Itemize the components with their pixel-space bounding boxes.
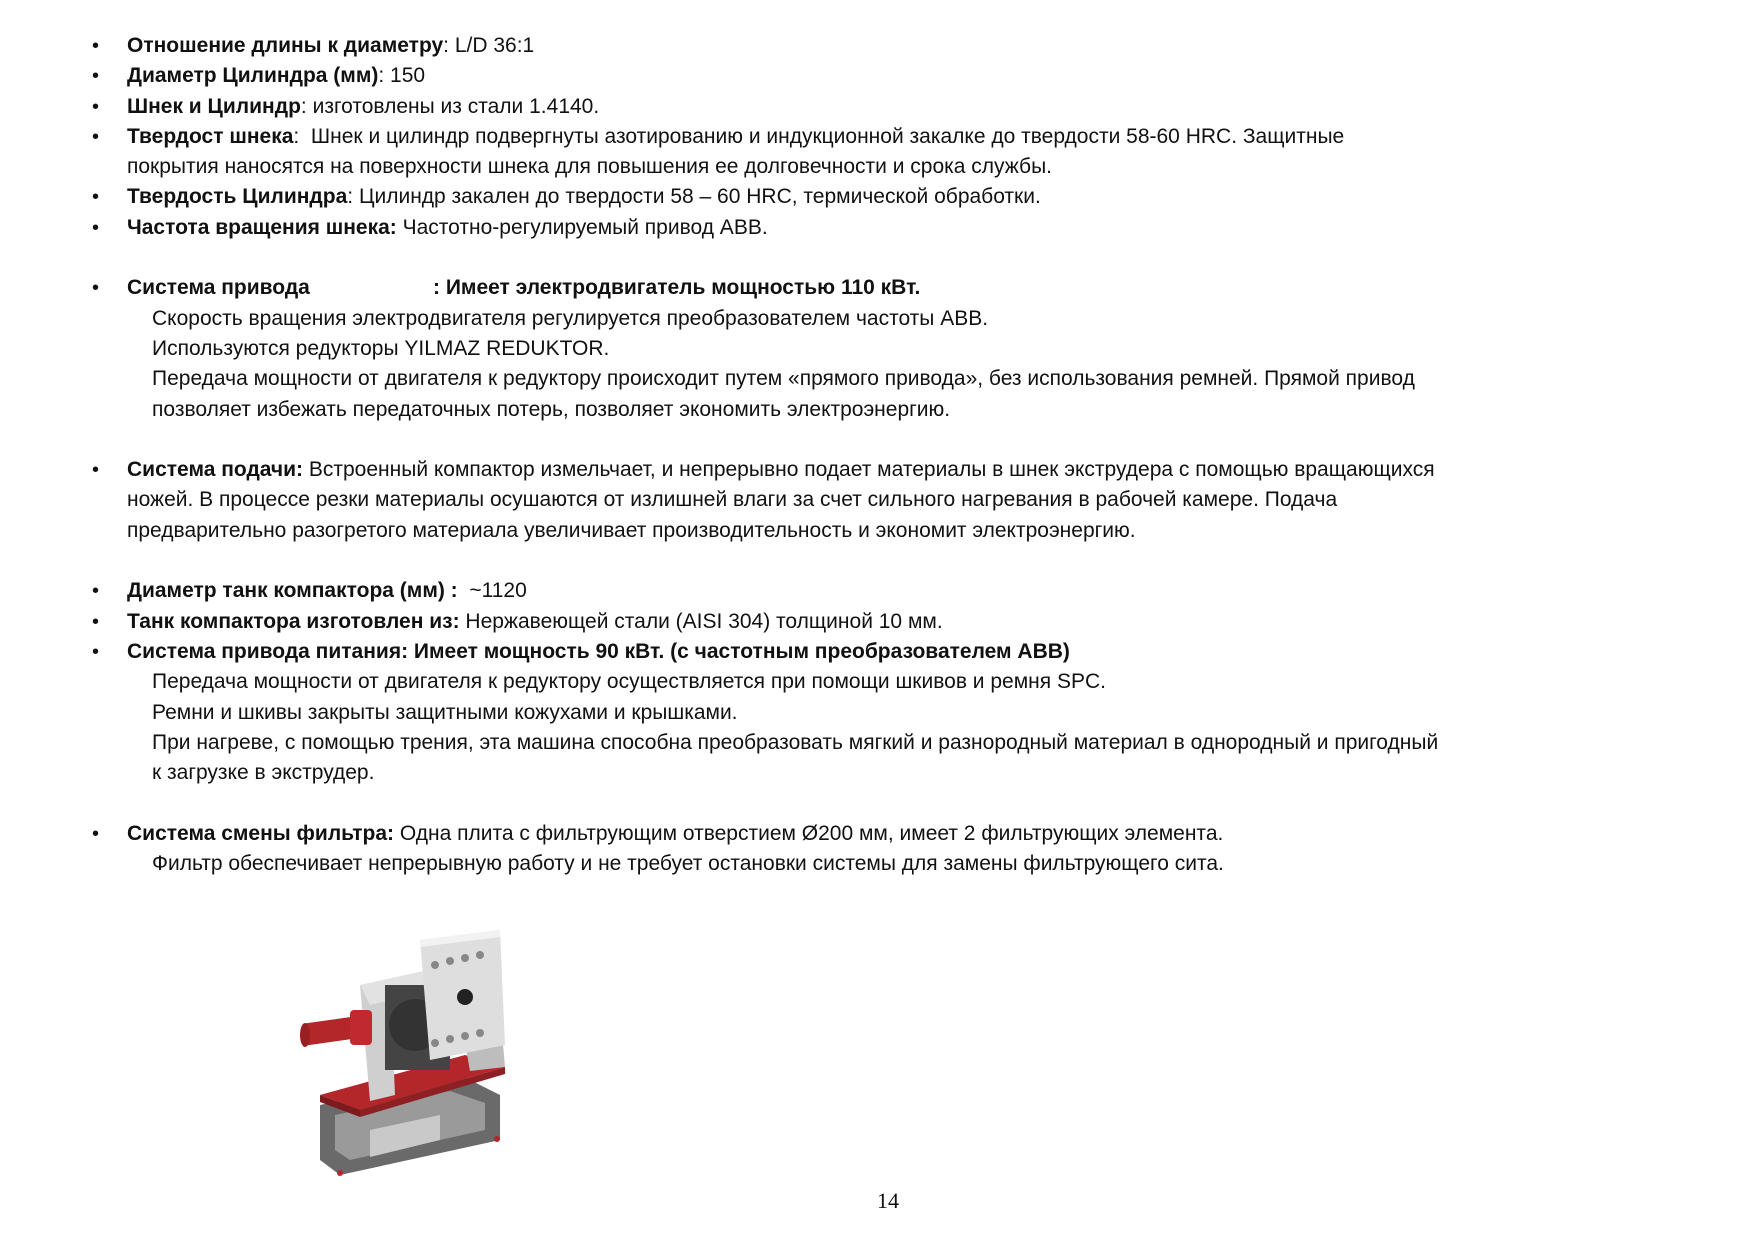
screen-changer-image: [300, 925, 540, 1177]
spec-screw-speed: • Частота вращения шнека: Частотно-регулируемый привод ABB.: [92, 215, 768, 239]
spec-screw-hardness: • Твердост шнека: Шнек и цилиндр подвергнуты азотированию и индукционной закалке до твердости 58-60 HRC. Защитные: [92, 124, 1345, 148]
feed-drive-system: • Система привода питания: Имеет мощность 90 кВт. (с частотным преобразователем ABB): [92, 639, 1070, 663]
feed-system: • Система подачи: Встроенный компактор измельчает, и непрерывно подает материалы в шнек экструдера с помощью вращающихся: [92, 458, 1435, 482]
document-body: [0, 31, 1754, 879]
spec-ld-ratio: • Отношение длины к диаметру: L/D 36:1: [92, 34, 535, 57]
drive-line: Передача мощности от двигателя к редуктору происходит путем «прямого привода», без использования ремней. Прямой привод: [152, 367, 1415, 391]
drive-line: Используются редукторы YILMAZ REDUKTOR.: [152, 336, 610, 360]
filter-line: Фильтр обеспечивает непрерывную работу и не требует остановки системы для замены фильтрующего сита.: [152, 852, 1224, 876]
feed-line: ножей. В процессе резки материалы осушаются от излишней влаги за счет сильного нагревания в рабочей камере. Подача: [127, 488, 1338, 512]
feed-drive-line: к загрузке в экструдер.: [152, 761, 375, 785]
page-number: 14: [877, 1188, 899, 1213]
spec-cylinder-hardness: • Твердость Цилиндра: Цилиндр закален до твердости 58 – 60 HRC, термической обработки.: [92, 185, 1041, 209]
compactor-diameter: • Диаметр танк компактора (мм) : ~1120: [92, 579, 527, 603]
drive-system: • Система привода : Имеет электродвигатель мощностью 110 кВт.: [92, 276, 921, 300]
feed-drive-line: Передача мощности от двигателя к редуктору осуществляется при помощи шкивов и ремня SPC.: [152, 670, 1106, 694]
feed-drive-line: Ремни и шкивы закрыты защитными кожухами и крышками.: [152, 700, 738, 724]
spec-screw-hardness-cont: покрытия наносятся на поверхности шнека для повышения ее долговечности и срока службы.: [127, 155, 1053, 179]
drive-line: позволяет избежать передаточных потерь, позволяет экономить электроэнергию.: [152, 397, 951, 421]
spec-screw-material: • Шнек и Цилиндр: изготовлены из стали 1.4140.: [92, 94, 600, 118]
feed-drive-line: При нагреве, с помощью трения, эта машина способна преобразовать мягкий и разнородный материал в однородный и пригодный: [152, 730, 1439, 754]
drive-line: Скорость вращения электродвигателя регулируется преобразователем частоты ABB.: [152, 306, 989, 330]
feed-line: предварительно разогретого материала увеличивает производительность и экономит электроэнергию.: [127, 518, 1136, 542]
filter-system: • Система смены фильтра: Одна плита с фильтрующим отверстием Ø200 мм, имеет 2 фильтрующих элемента.: [92, 821, 1224, 845]
compactor-material: • Танк компактора изготовлен из: Нержавеющей стали (AISI 304) толщиной 10 мм.: [92, 609, 943, 633]
spec-cylinder-diameter: • Диаметр Цилиндра (мм): 150: [92, 64, 426, 88]
